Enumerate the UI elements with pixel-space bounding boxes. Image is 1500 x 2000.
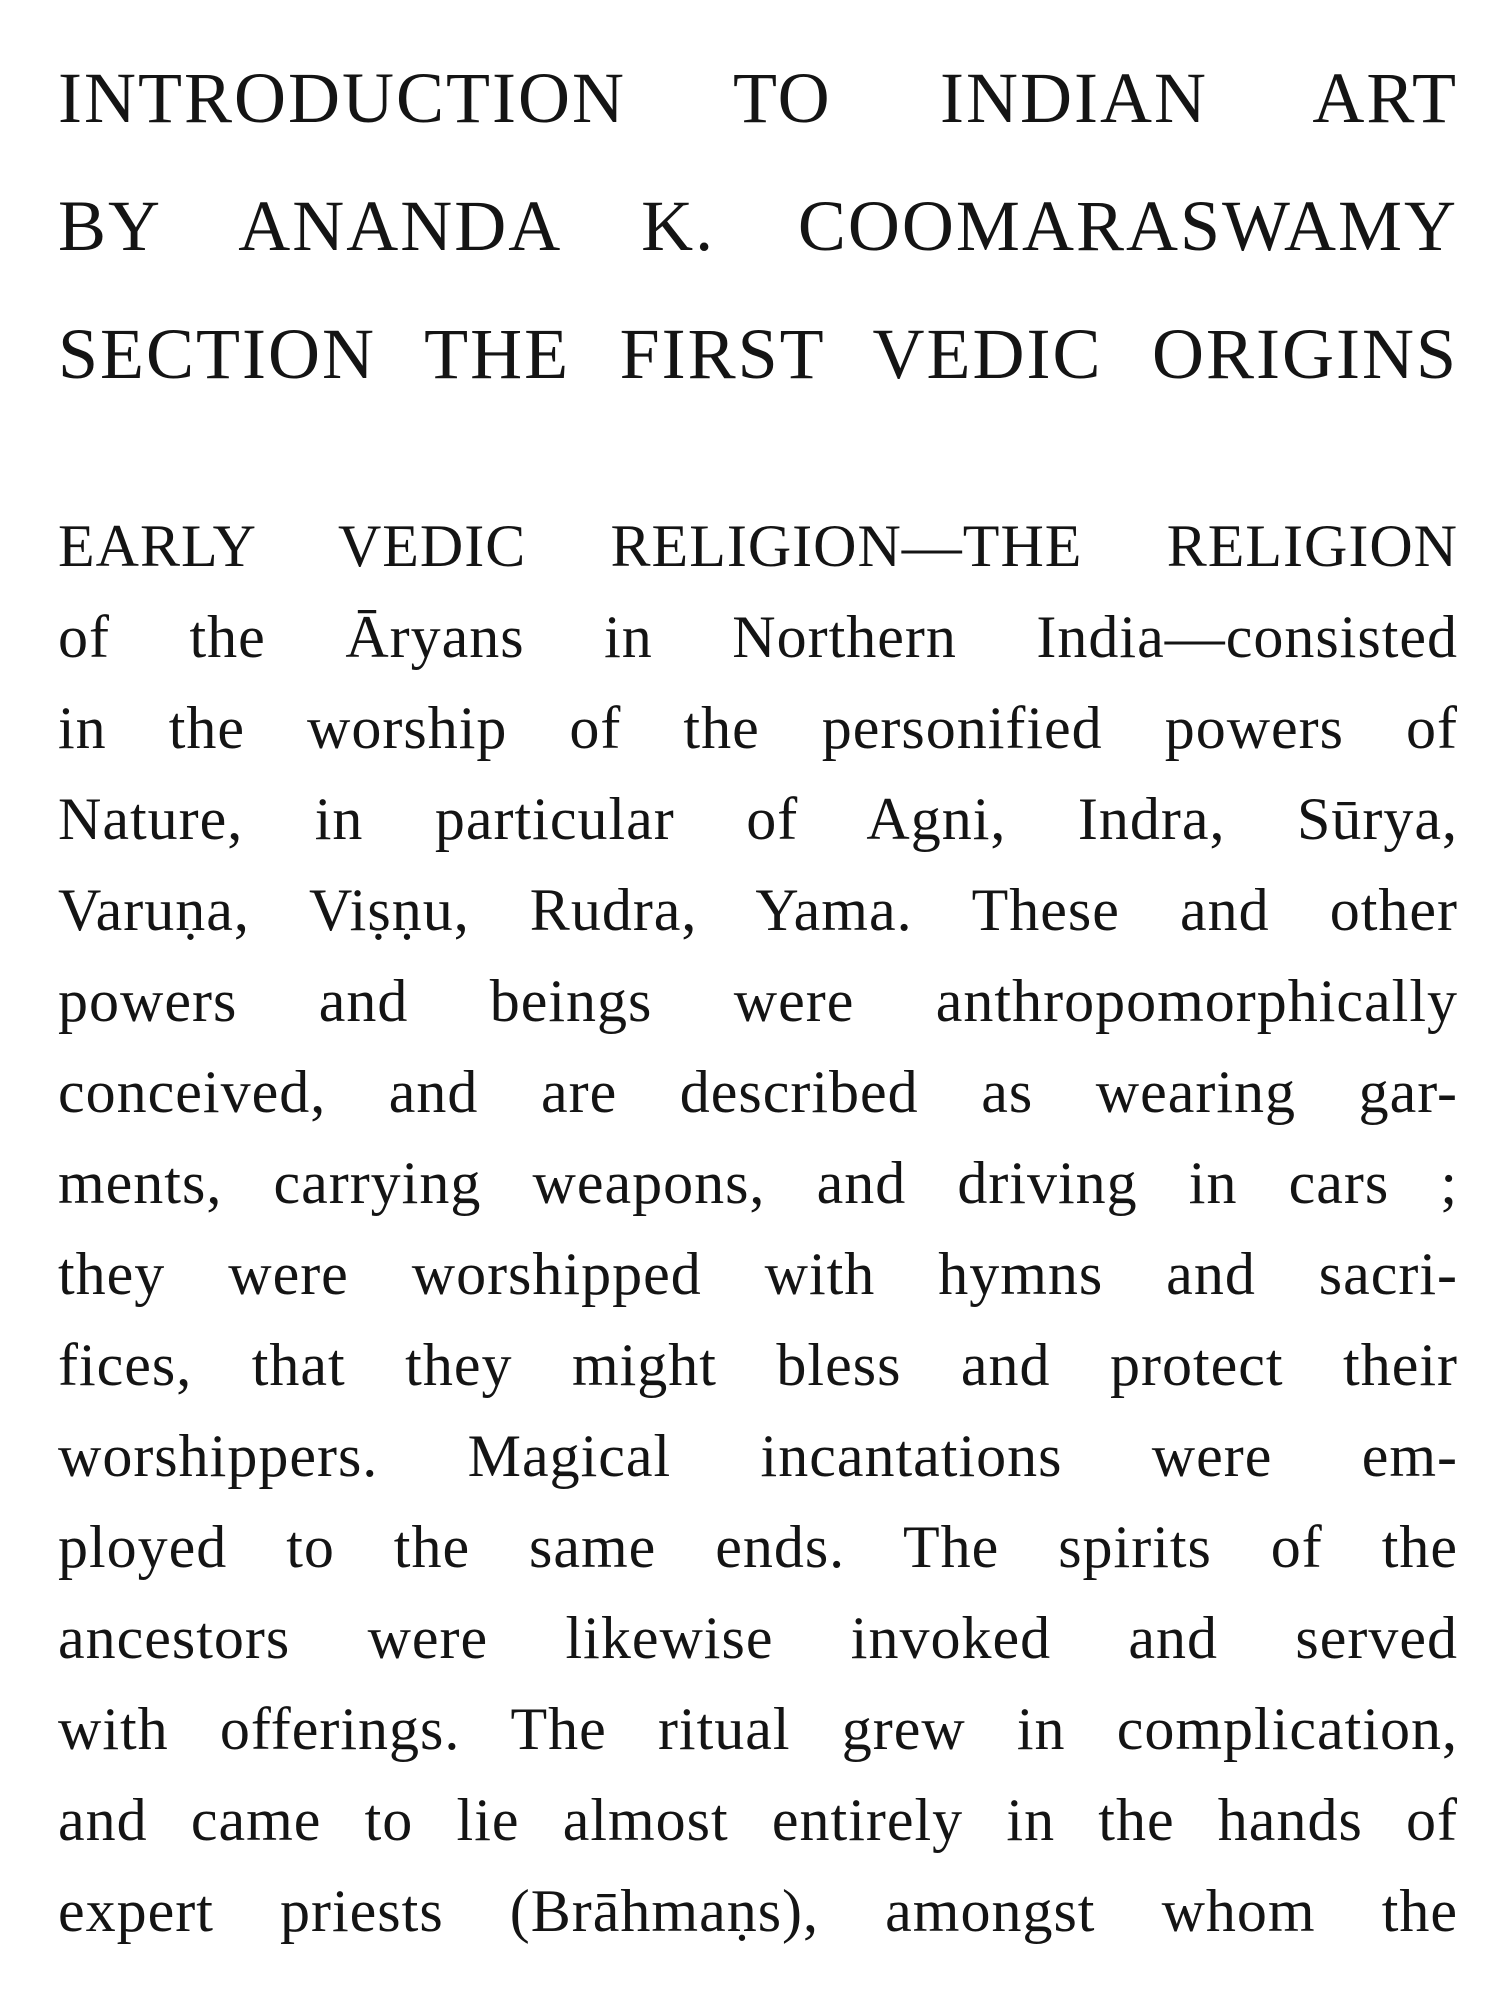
body-line: with offerings. The ritual grew in complication, <box>58 1696 1458 1762</box>
body-line: Nature, in particular of Agni, Indra, Sūrya, <box>58 786 1458 852</box>
heading-section-line: SECTION THE FIRST VEDIC ORIGINS <box>58 314 1458 394</box>
body-paragraph <box>58 513 1458 1944</box>
body-line: in the worship of the personified powers of <box>58 695 1458 761</box>
body-line: expert priests (Brāhmaṇs), amongst whom the <box>58 1878 1458 1944</box>
body-line: worshippers. Magical incantations were em- <box>58 1423 1458 1489</box>
body-line: ancestors were likewise invoked and served <box>58 1605 1458 1671</box>
body-line: and came to lie almost entirely in the hands of <box>58 1787 1458 1853</box>
body-line: powers and beings were anthropomorphically <box>58 968 1458 1034</box>
body-line: of the Āryans in Northern India—consisted <box>58 604 1458 670</box>
body-line: they were worshipped with hymns and sacri- <box>58 1241 1458 1307</box>
heading-title-line: INTRODUCTION TO INDIAN ART <box>58 58 1458 138</box>
body-line: ployed to the same ends. The spirits of the <box>58 1514 1458 1580</box>
heading-author-line: BY ANANDA K. COOMARASWAMY <box>58 186 1458 266</box>
body-line: ments, carrying weapons, and driving in cars ; <box>58 1150 1458 1216</box>
body-line: conceived, and are described as wearing gar- <box>58 1059 1458 1125</box>
document-page <box>58 58 1458 1972</box>
body-line: EARLY VEDIC RELIGION—THE RELIGION <box>58 513 1458 579</box>
document-heading <box>58 58 1458 394</box>
body-line: fices, that they might bless and protect their <box>58 1332 1458 1398</box>
body-line: Varuṇa, Viṣṇu, Rudra, Yama. These and other <box>58 877 1458 943</box>
